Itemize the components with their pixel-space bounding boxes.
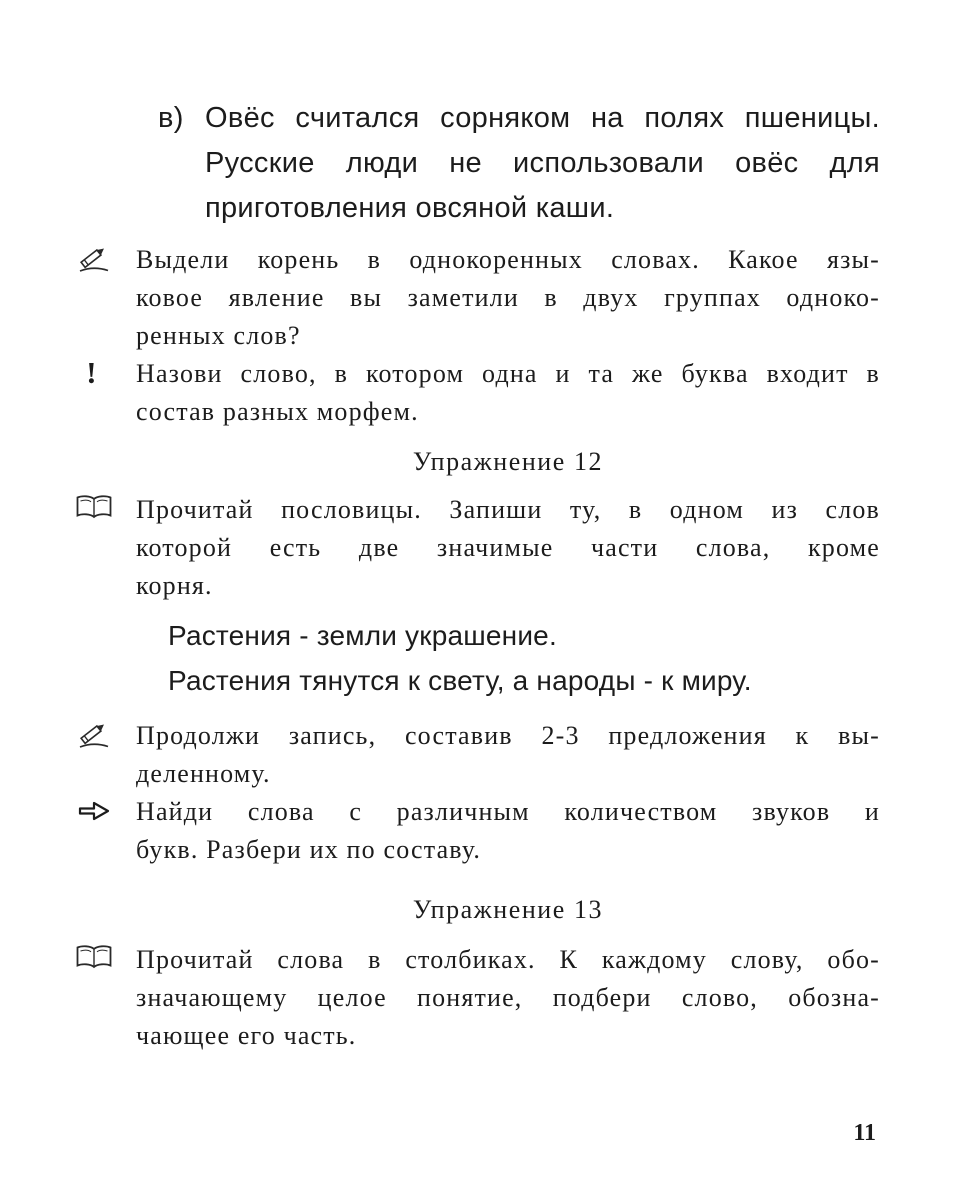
right-arrow-icon bbox=[74, 799, 114, 823]
exercise-heading-12: Упражнение 12 bbox=[412, 447, 604, 476]
task-text-line: Прочитай слова в столбиках. К каждому слову, обо- bbox=[136, 945, 880, 974]
task-text-line: чающее его часть. bbox=[136, 1021, 357, 1050]
page-number: 11 bbox=[853, 1120, 876, 1146]
task-read-columns bbox=[136, 941, 880, 1055]
task-text-line: букв. Разбери их по составу. bbox=[136, 835, 482, 864]
task-pencil-2 bbox=[136, 717, 880, 793]
example-sentence-block bbox=[136, 96, 880, 231]
task-text-line: ковое явление вы заметили в двух группах одноко- bbox=[136, 283, 880, 312]
exclamation-icon: ! bbox=[86, 355, 98, 390]
task-read-proverbs bbox=[136, 491, 880, 605]
open-book-icon bbox=[74, 944, 114, 970]
task-text-line: значающему целое понятие, подбери слово, обозна- bbox=[136, 983, 880, 1012]
open-book-icon bbox=[74, 494, 114, 520]
proverbs-block bbox=[168, 613, 880, 703]
task-text-line: Назови слово, в котором одна и та же буква входит в bbox=[136, 359, 880, 388]
pencil-icon bbox=[74, 720, 114, 750]
list-item-label: в) bbox=[158, 102, 184, 134]
example-line: Русские люди не использовали овёс для bbox=[205, 147, 880, 179]
task-text-line: состав разных морфем. bbox=[136, 397, 419, 426]
task-text-line: корня. bbox=[136, 571, 213, 600]
page-content bbox=[86, 0, 880, 1055]
task-pencil-1 bbox=[136, 241, 880, 355]
pencil-icon bbox=[74, 244, 114, 274]
task-text-line: Найди слова с различным количеством звуков и bbox=[136, 797, 880, 826]
task-arrow bbox=[136, 793, 880, 869]
task-exclamation bbox=[86, 355, 880, 431]
example-line-text: Овёс считался сорняком на полях пшеницы. bbox=[205, 102, 880, 134]
task-text-line: ренных слов? bbox=[136, 321, 301, 350]
task-text-line: Выдели корень в однокоренных словах. Какое язы- bbox=[136, 245, 880, 274]
task-text-line: которой есть две значимые части слова, кроме bbox=[136, 533, 880, 562]
exercise-heading-13: Упражнение 13 bbox=[412, 895, 604, 924]
proverb-line: Растения тянутся к свету, а народы - к миру. bbox=[168, 665, 752, 696]
example-line: приготовления овсяной каши. bbox=[205, 192, 615, 224]
example-line bbox=[158, 96, 880, 141]
task-text-line: деленному. bbox=[136, 759, 271, 788]
task-text-line: Прочитай пословицы. Запиши ту, в одном из слов bbox=[136, 495, 880, 524]
proverb-line: Растения - земли украшение. bbox=[168, 620, 557, 651]
task-text-line: Продолжи запись, составив 2-3 предложения к вы- bbox=[136, 721, 880, 750]
